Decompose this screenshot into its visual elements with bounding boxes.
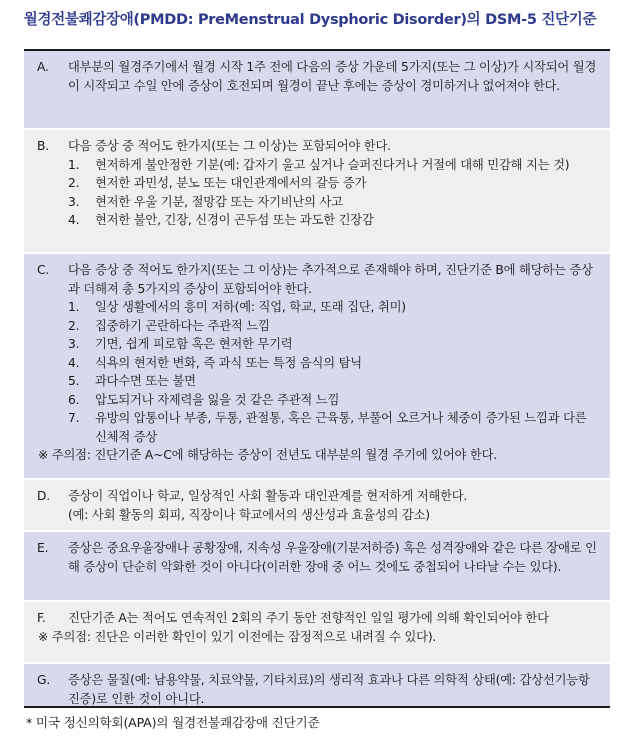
criterion-text: 다음 증상 중 적어도 한가지(또는 그 이상)는 포함되어야 한다. <box>68 139 391 153</box>
item-number: 6. <box>68 392 80 407</box>
criterion-text: 다음 증상 중 적어도 한가지(또는 그 이상)는 추가적으로 존재해야 하며, 진단기준 B에 해당하는 증상과 더해져 총 5가지의 증상이 포함되어야 한다. <box>68 263 593 296</box>
item-text: 기면, 쉽게 피로함 혹은 현저한 무기력 <box>95 337 293 351</box>
list-item <box>68 298 600 317</box>
criterion-g <box>24 662 610 706</box>
list-item <box>68 193 600 212</box>
item-text: 식욕의 현저한 변화, 즉 과식 또는 특정 음식의 탐닉 <box>95 355 362 370</box>
item-number: 4. <box>68 213 80 227</box>
criterion-d <box>24 478 610 530</box>
item-text: 집중하기 곤란하다는 주관적 느낌 <box>95 318 270 333</box>
item-number: 5. <box>68 374 80 388</box>
item-text: 압도되거나 자제력을 잃을 것 같은 주관적 느낌 <box>95 392 340 407</box>
item-number: 2. <box>68 318 80 333</box>
criterion-letter: C. <box>37 263 50 277</box>
page-title: 월경전불쾌감장애(PMDD: PreMenstrual Dysphoric Disorder)의 DSM-5 진단기준 <box>23 12 597 28</box>
criterion-text: 대부분의 월경주기에서 월경 시작 1주 전에 다음의 증상 가운데 5가지(또는 그 이상)가 시작되어 월경이 시작되고 수일 안에 증상이 호전되며 월경이 끝난 후에는 증상이 경미하거나 없어져야 한다. <box>68 60 597 93</box>
criterion-text: 진단기준 A는 적어도 연속적인 2회의 주기 동안 전향적인 일일 평가에 의해 확인되어야 한다 <box>68 611 549 625</box>
criterion-note: ※ 주의점: 진단기준 A~C에 해당하는 증상이 전년도 대부분의 월경 주기에 있어야 한다. <box>38 448 497 462</box>
item-number: 4. <box>68 355 80 370</box>
item-text: 현저한 우울 기분, 절망감 또는 자기비난의 사고 <box>95 194 343 209</box>
item-text: 현저한 불안, 긴장, 신경이 곤두섬 또는 과도한 긴장감 <box>95 213 374 227</box>
criterion-f <box>24 600 610 662</box>
list-item <box>68 335 600 354</box>
list-item <box>68 391 600 410</box>
list-item <box>68 174 600 193</box>
item-text: 현저한 과민성, 분노 또는 대인관계에서의 갈등 증가 <box>95 176 367 190</box>
item-text: 현저하게 불안정한 기분(예: 갑자기 울고 싶거나 슬퍼진다거나 거절에 대해 민감해 지는 것) <box>95 157 570 172</box>
criterion-text: 증상이 직업이나 학교, 일상적인 사회 활동과 대인관계를 현저하게 저해한다. <box>68 489 468 503</box>
criterion-letter: E. <box>37 541 49 555</box>
list-item <box>68 354 600 373</box>
item-number: 7. <box>68 411 80 425</box>
criterion-e <box>24 530 610 600</box>
criterion-letter: B. <box>37 139 49 153</box>
list-item <box>68 372 600 391</box>
item-number: 2. <box>68 176 80 190</box>
footnote: * 미국 정신의학회(APA)의 월경전불쾌감장애 진단기준 <box>26 715 320 730</box>
list-item <box>68 156 600 175</box>
item-number: 3. <box>68 194 80 209</box>
list-item <box>68 409 600 446</box>
item-number: 3. <box>68 337 80 351</box>
criterion-example: (예: 사회 활동의 회피, 직장이나 학교에서의 생산성과 효율성의 감소) <box>68 507 430 522</box>
criterion-c <box>24 252 610 478</box>
item-text: 유방의 압통이나 부종, 두통, 관절통, 혹은 근육통, 부풀어 오르거나 체중이 증가된 느낌과 다른 신체적 증상 <box>95 411 587 444</box>
criteria-table <box>24 49 610 708</box>
item-number: 1. <box>68 157 80 172</box>
criterion-letter: G. <box>37 673 51 687</box>
criterion-b <box>24 128 610 252</box>
criterion-letter: F. <box>37 611 46 625</box>
criterion-letter: D. <box>37 489 50 503</box>
criterion-note: ※ 주의점: 진단은 이러한 확인이 있기 이전에는 잠정적으로 내려질 수 있다). <box>38 629 437 644</box>
item-text: 일상 생활에서의 흥미 저하(예: 직업, 학교, 또래 집단, 취미) <box>95 300 406 314</box>
criterion-letter: A. <box>37 60 49 74</box>
list-item <box>68 211 600 230</box>
criterion-text: 증상은 물질(예: 남용약물, 치료약물, 기타치료)의 생리적 효과나 다른 의학적 상태(예: 갑상선기능항진증)로 인한 것이 아니다. <box>68 673 590 706</box>
list-item <box>68 317 600 336</box>
criterion-a <box>24 51 610 128</box>
criterion-text: 증상은 중요우울장애나 공황장애, 지속성 우울장애(기분저하증) 혹은 성격장애와 같은 다른 장애로 인해 증상이 단순히 악화한 것이 아니다(이러한 장애 중 어느 것에도 중첩되어 나타날 수는 있다). <box>68 541 597 574</box>
item-number: 1. <box>68 300 80 314</box>
item-text: 과다수면 또는 불면 <box>95 374 196 388</box>
